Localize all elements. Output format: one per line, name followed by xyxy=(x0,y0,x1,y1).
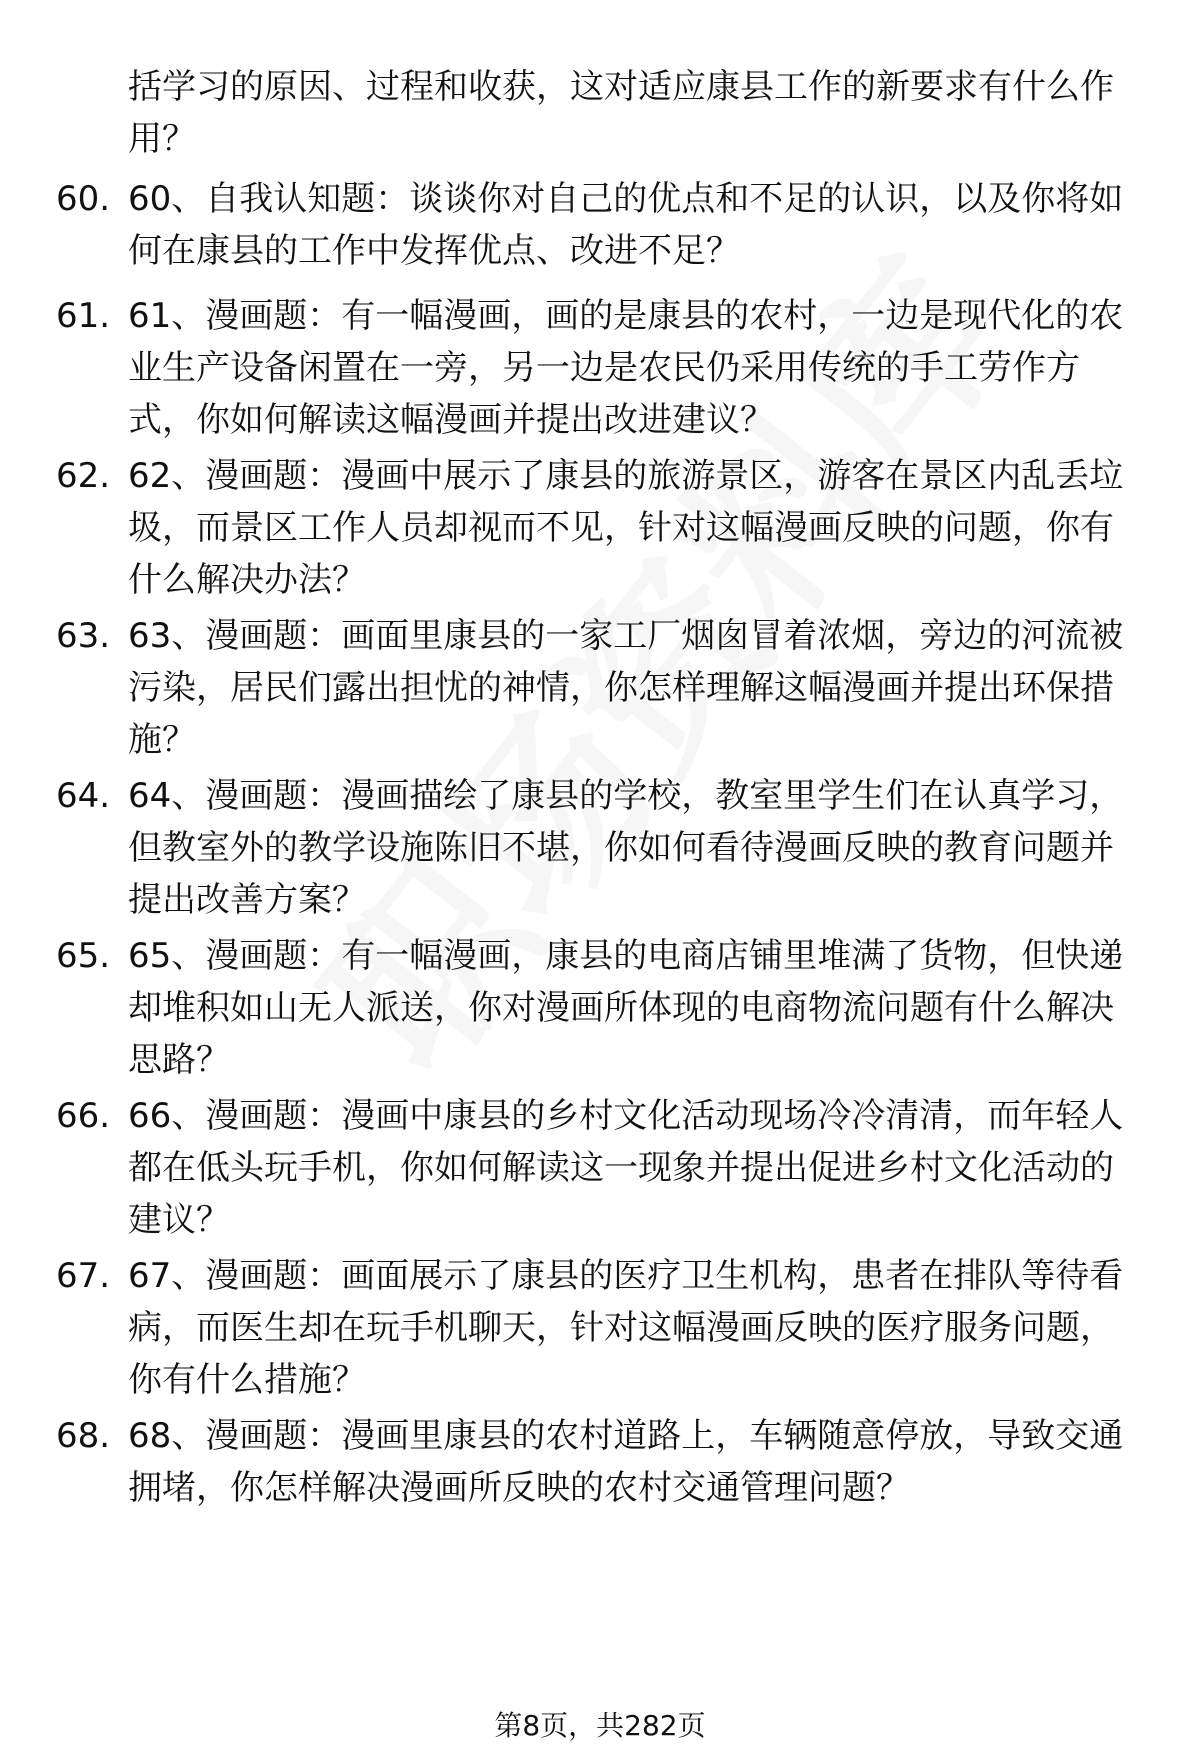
question-item xyxy=(56,450,1156,610)
question-item xyxy=(56,930,1156,1090)
question-text: 65、漫画题：有一幅漫画，康县的电商店铺里堆满了货物，但快递却堆积如山无人派送，你对漫画所体现的电商物流问题有什么解决思路？ xyxy=(128,936,1124,1080)
question-text: 60、自我认知题：谈谈你对自己的优点和不足的认识，以及你将如何在康县的工作中发挥优点、改进不足？ xyxy=(128,179,1124,271)
question-text: 68、漫画题：漫画里康县的农村道路上，车辆随意停放，导致交通拥堵，你怎样解决漫画所反映的农村交通管理问题？ xyxy=(128,1416,1124,1508)
question-text: 61、漫画题：有一幅漫画，画的是康县的农村，一边是现代化的农业生产设备闲置在一旁，另一边是农民仍采用传统的手工劳作方式，你如何解读这幅漫画并提出改进建议？ xyxy=(128,296,1124,440)
question-text: 64、漫画题：漫画描绘了康县的学校，教室里学生们在认真学习，但教室外的教学设施陈旧不堪，你如何看待漫画反映的教育问题并提出改善方案？ xyxy=(128,776,1124,920)
question-number: 66. xyxy=(56,1096,111,1136)
page-footer: 第8页，共282页 xyxy=(494,1709,706,1742)
question-text: 62、漫画题：漫画中展示了康县的旅游景区，游客在景区内乱丢垃圾，而景区工作人员却视而不见，针对这幅漫画反映的问题，你有什么解决办法？ xyxy=(128,456,1124,600)
question-number: 62. xyxy=(56,456,111,496)
question-item xyxy=(56,610,1156,770)
question-item xyxy=(56,290,1156,450)
question-number: 60. xyxy=(56,179,111,219)
continued-question-text: 括学习的原因、过程和收获，这对适应康县工作的新要求有什么作用？ xyxy=(128,67,1114,159)
question-number: 64. xyxy=(56,776,111,816)
question-item xyxy=(56,1250,1156,1410)
question-number: 67. xyxy=(56,1256,111,1296)
question-item xyxy=(56,770,1156,930)
question-number: 68. xyxy=(56,1416,111,1456)
question-text: 63、漫画题：画面里康县的一家工厂烟囱冒着浓烟，旁边的河流被污染，居民们露出担忧的神情，你怎样理解这幅漫画并提出环保措施？ xyxy=(128,616,1124,760)
question-text: 66、漫画题：漫画中康县的乡村文化活动现场冷冷清清，而年轻人都在低头玩手机，你如何解读这一现象并提出促进乡村文化活动的建议？ xyxy=(128,1096,1124,1240)
question-text: 67、漫画题：画面展示了康县的医疗卫生机构，患者在排队等待看病，而医生却在玩手机聊天，针对这幅漫画反映的医疗服务问题，你有什么措施？ xyxy=(128,1256,1124,1400)
question-number: 65. xyxy=(56,936,111,976)
question-item xyxy=(56,1410,1156,1520)
question-number: 63. xyxy=(56,616,111,656)
question-item xyxy=(56,1090,1156,1250)
question-number: 61. xyxy=(56,296,111,336)
